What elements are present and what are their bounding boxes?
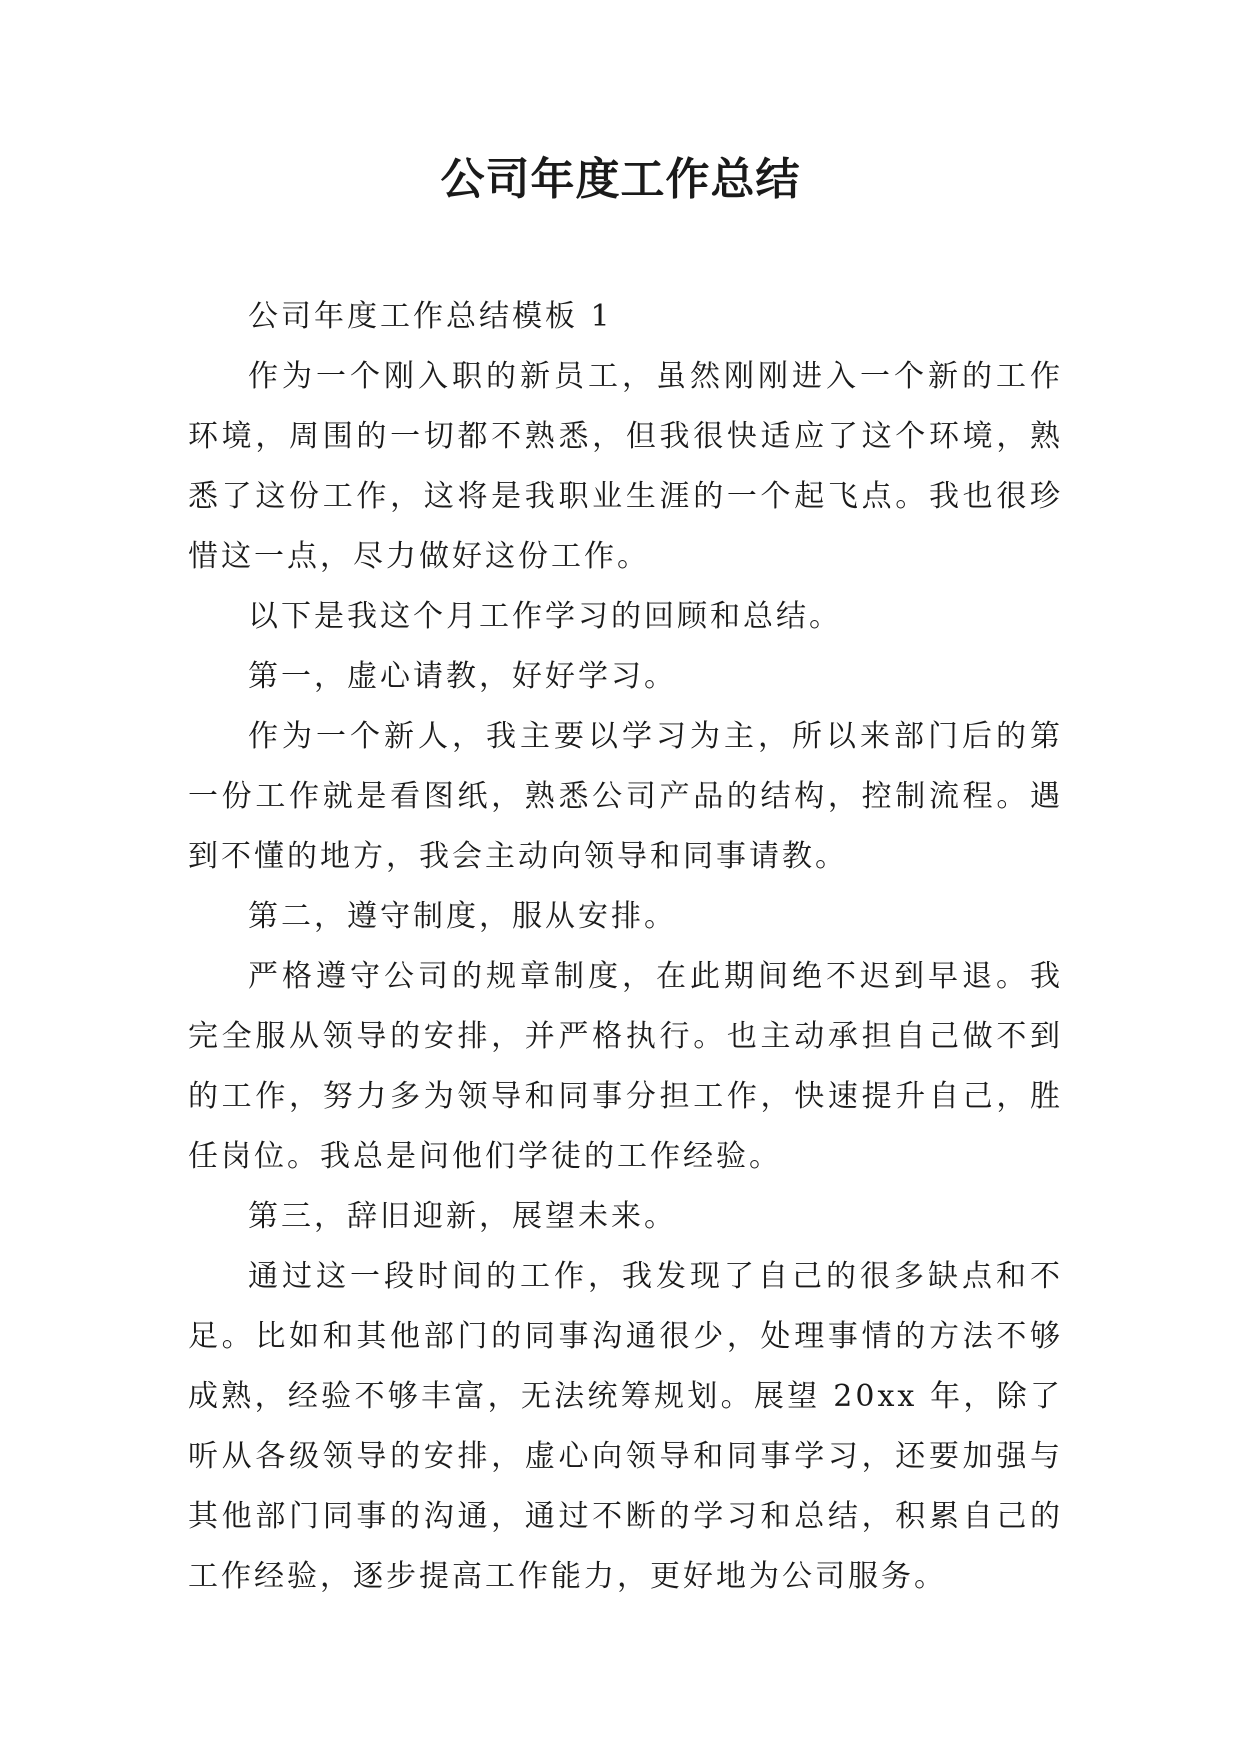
- paragraph-third-body: 通过这一段时间的工作，我发现了自己的很多缺点和不足。比如和其他部门的同事沟通很少，处理事情的方法不够成熟，经验不够丰富，无法统筹规划。展望 20xx 年，除了听从各级领导的安排，虚心向领导和同事学习，还要加强与其他部门同事的沟通，通过不断的学习和总结，积累自己的工作经验，逐步提高工作能力，更好地为公司服务。: [188, 1259, 1063, 1594]
- section-heading-first: 第一，虚心请教，好好学习。: [248, 659, 677, 694]
- document-body: [188, 287, 1063, 1607]
- paragraph-first-body: 作为一个新人，我主要以学习为主，所以来部门后的第一份工作就是看图纸，熟悉公司产品的结构，控制流程。遇到不懂的地方，我会主动向领导和同事请教。: [188, 719, 1063, 874]
- document-title: 公司年度工作总结: [440, 154, 801, 205]
- paragraph-second-body: 严格遵守公司的规章制度，在此期间绝不迟到早退。我完全服从领导的安排，并严格执行。也主动承担自己做不到的工作，努力多为领导和同事分担工作，快速提升自己，胜任岗位。我总是问他们学徒的工作经验。: [188, 959, 1063, 1174]
- section-heading-third: 第三，辞旧迎新，展望未来。: [248, 1199, 677, 1234]
- paragraph-review-lead: 以下是我这个月工作学习的回顾和总结。: [248, 599, 842, 634]
- section-heading-second: 第二，遵守制度，服从安排。: [248, 899, 677, 934]
- paragraph-subtitle: 公司年度工作总结模板 1: [248, 299, 613, 334]
- paragraph-intro: 作为一个刚入职的新员工，虽然刚刚进入一个新的工作环境，周围的一切都不熟悉，但我很快适应了这个环境，熟悉了这份工作，这将是我职业生涯的一个起飞点。我也很珍惜这一点，尽力做好这份工作。: [188, 359, 1063, 574]
